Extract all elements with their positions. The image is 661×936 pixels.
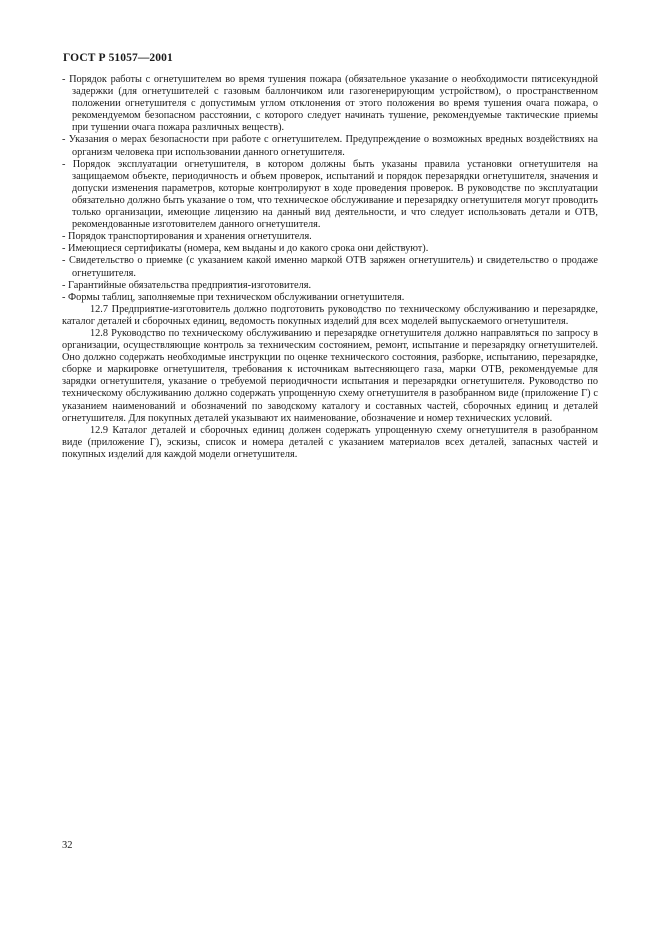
list-item-service-tables: - Формы таблиц, заполняемые при техническом обслуживании огнетушителя.	[62, 291, 405, 303]
page-body	[62, 74, 598, 461]
list-item-safety-measures: - Указания о мерах безопасности при работе с огнетушителем. Предупреждение о возможных вредных воздействиях на организм человека при использовании данного огнетушителя.	[62, 134, 598, 158]
document-header: ГОСТ Р 51057—2001	[63, 52, 173, 64]
list-item-work-procedure: - Порядок работы с огнетушителем во время тушения пожара (обязательное указание о необходимости пятисекундной задержки (для огнетушителей с газовым баллончиком или газогенерирующим устройством), о пространственном положении огнетушителя с допустимым углом отклонения от этого положения во время тушения очага пожара, о рекомендуемом безопасном расстоянии, с которого следует начинать тушение, рекомендуемые тактические приемы при тушении очага пожара различных веществ).	[62, 74, 598, 134]
paragraph-12-9: 12.9 Каталог деталей и сборочных единиц должен содержать упрощенную схему огнетушителя в разобранном виде (приложение Г), эскизы, список и номера деталей с указанием материалов всех деталей, запасных частей и покупных изделий для каждой модели огнетушителя.	[62, 424, 598, 460]
list-item-acceptance-certificate: - Свидетельство о приемке (с указанием какой именно маркой ОТВ заряжен огнетушитель) и свидетельство о продаже огнетушителя.	[62, 255, 598, 279]
page-number: 32	[62, 840, 73, 851]
list-item-certificates: - Имеющиеся сертификаты (номера, кем выданы и до какого срока они действуют).	[62, 243, 429, 255]
list-item-operation-procedure: - Порядок эксплуатации огнетушителя, в котором должны быть указаны правила установки огнетушителя на защищаемом объекте, периодичность и объем проверок, испытаний и порядок перезарядки огнетушителя, значения и допуски изменения параметров, которые контролируют в ходе проведения проверок. В руководстве по эксплуатации обязательно должно быть указание о том, что техническое обслуживание и перезарядку огнетушителя могут проводить только организации, имеющие лицензию на данный вид деятельности, и что следует использовать детали и ОТВ, рекомендованные изготовителем данного огнетушителя.	[62, 158, 598, 231]
paragraph-12-7: 12.7 Предприятие-изготовитель должно подготовить руководство по техническому обслуживанию и перезарядке, каталог деталей и сборочных единиц, ведомость покупных изделий для всех моделей выпускаемого огнетушителя.	[62, 303, 598, 327]
paragraph-12-8: 12.8 Руководство по техническому обслуживанию и перезарядке огнетушителя должно направляться по запросу в организации, осуществляющие контроль за техническим состоянием, ремонт, испытание и перезарядку огнетушителей. Оно должно содержать необходимые инструкции по оценке технического состояния, разборке, испытанию, перезарядке, сборке и маркировке огнетушителя, требования к источникам вытесняющего газа, марки ОТВ, рекомендуемые для зарядки огнетушителя, указание о требуемой периодичности испытания и перезарядки огнетушителя. Руководство по техническому обслуживанию должно содержать упрощенную схему огнетушителя в разобранном виде (приложение Г) с указанием наименований и обозначений по заводскому каталогу и составных частей, сборочных единиц и деталей огнетушителя. Для покупных деталей указывают их наименование, обозначение и номер технических условий.	[62, 327, 598, 424]
list-item-transport-storage: - Порядок транспортирования и хранения огнетушителя.	[62, 231, 312, 243]
list-item-warranty: - Гарантийные обязательства предприятия-изготовителя.	[62, 279, 312, 291]
